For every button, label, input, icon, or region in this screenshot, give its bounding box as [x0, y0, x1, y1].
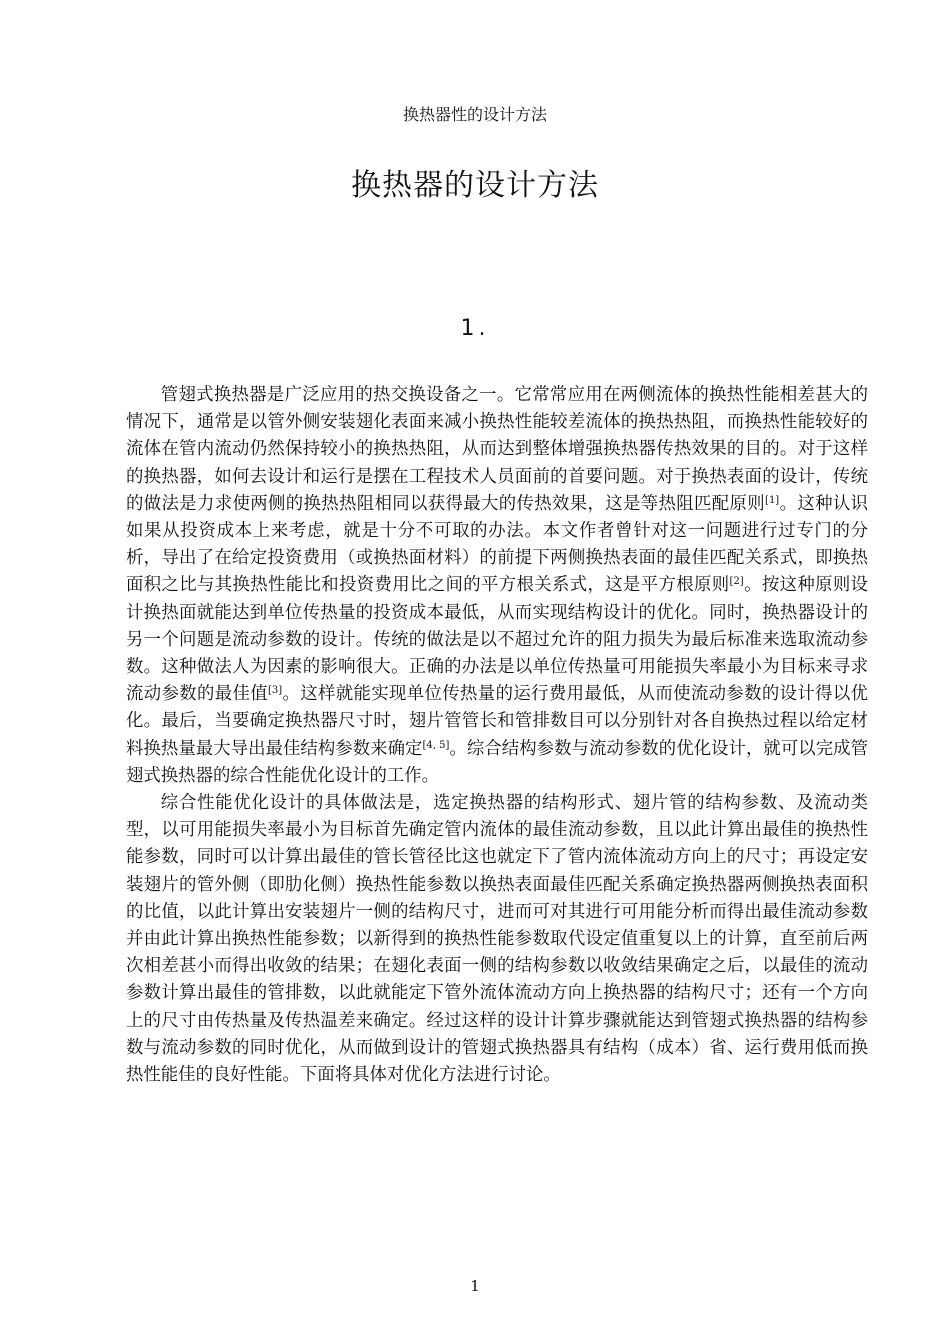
paragraph-text: 。按这种原则设计换热面就能达到单位传热量的投资成本最低，从而实现结构设计的优化。同时，换热器设计的另一个问题是流动参数的设计。传统的做法是以不超过允许的阻力损失为最后标准来选取流动参数。这种做法人为因素的影响很大。正确的办法是以单位传热量可用能损失率最小为目标来寻求流动参数的最佳值	[126, 575, 868, 705]
citation-3: [3]	[268, 685, 283, 697]
body-text	[126, 382, 868, 1089]
citation-4-5: [4, 5]	[422, 739, 450, 751]
document-title: 换热器的设计方法	[351, 168, 599, 203]
section-number: 1.	[460, 316, 490, 341]
paragraph-text: 。这样就能实现单位传热量的运行费用最低，从而使流动参数的设计得以优化。最后，当要确定换热器尺寸时，翅片管管长和管排数目可以分别针对各自换热过程以给定材料换热量最大导出最佳结构参数来确定	[126, 684, 868, 759]
paragraph-1	[126, 382, 868, 790]
page-number: 1	[470, 1277, 480, 1295]
paragraph-text: 。综合结构参数与流动参数的优化设计，就可以完成管翅式换热器的综合性能优化设计的工作。	[126, 738, 868, 786]
paragraph-text: 管翅式换热器是广泛应用的热交换设备之一。它常常应用在两侧流体的换热性能相差甚大的情况下，通常是以管外侧安装翅化表面来减小换热性能较差流体的换热热阻，而换热性能较好的流体在管内流动仍然保持较小的换热热阻，从而达到整体增强换热器传热效果的目的。对于这样的换热器，如何去设计和运行是摆在工程技术人员面前的首要问题。对于换热表面的设计，传统的做法是力求使两侧的换热热阻相同以获得最大的传热效果，这是等热阻匹配原则	[126, 385, 868, 514]
paragraph-text: 综合性能优化设计的具体做法是，选定换热器的结构形式、翅片管的结构参数、及流动类型，以可用能损失率最小为目标首先确定管内流体的最佳流动参数，且以此计算出最佳的换热性能参数，同时可以计算出最佳的管长管径比这也就定下了管内流体流动方向上的尺寸；再设定安装翅片的管外侧（即肋化侧）换热性能参数以换热表面最佳匹配关系确定换热器两侧换热表面积的比值，以此计算出安装翅片一侧的结构尺寸，进而可对其进行可用能分析而得出最佳流动参数并由此计算出换热性能参数；以新得到的换热性能参数取代设定值重复以上的计算，直至前后两次相差甚小而得出收敛的结果；在翅化表面一侧的结构参数以收敛结果确定之后，以最佳的流动参数计算出最佳的管排数，以此就能定下管外流体流动方向上换热器的结构尺寸；还有一个方向上的尺寸由传热量及传热温差来确定。经过这样的设计计算步骤就能达到管翅式换热器的结构参数与流动参数的同时优化，从而做到设计的管翅式换热器具有结构（成本）省、运行费用低而换热性能佳的良好性能。下面将具体对优化方法进行讨论。	[126, 793, 868, 1086]
paragraph-text: 。这种认识如果从投资成本上来考虑，就是十分不可取的办法。本文作者曾针对这一问题进行过专门的分析，导出了在给定投资费用（或换热面材料）的前提下两侧换热表面的最佳匹配关系式，即换热面积之比与其换热性能比和投资费用比之间的平方根关系式，这是平方根原则	[126, 493, 868, 596]
paragraph-2	[126, 790, 868, 1089]
running-header: 换热器性的设计方法	[402, 105, 547, 124]
citation-1: [1]	[765, 494, 780, 506]
citation-2: [2]	[729, 576, 744, 588]
